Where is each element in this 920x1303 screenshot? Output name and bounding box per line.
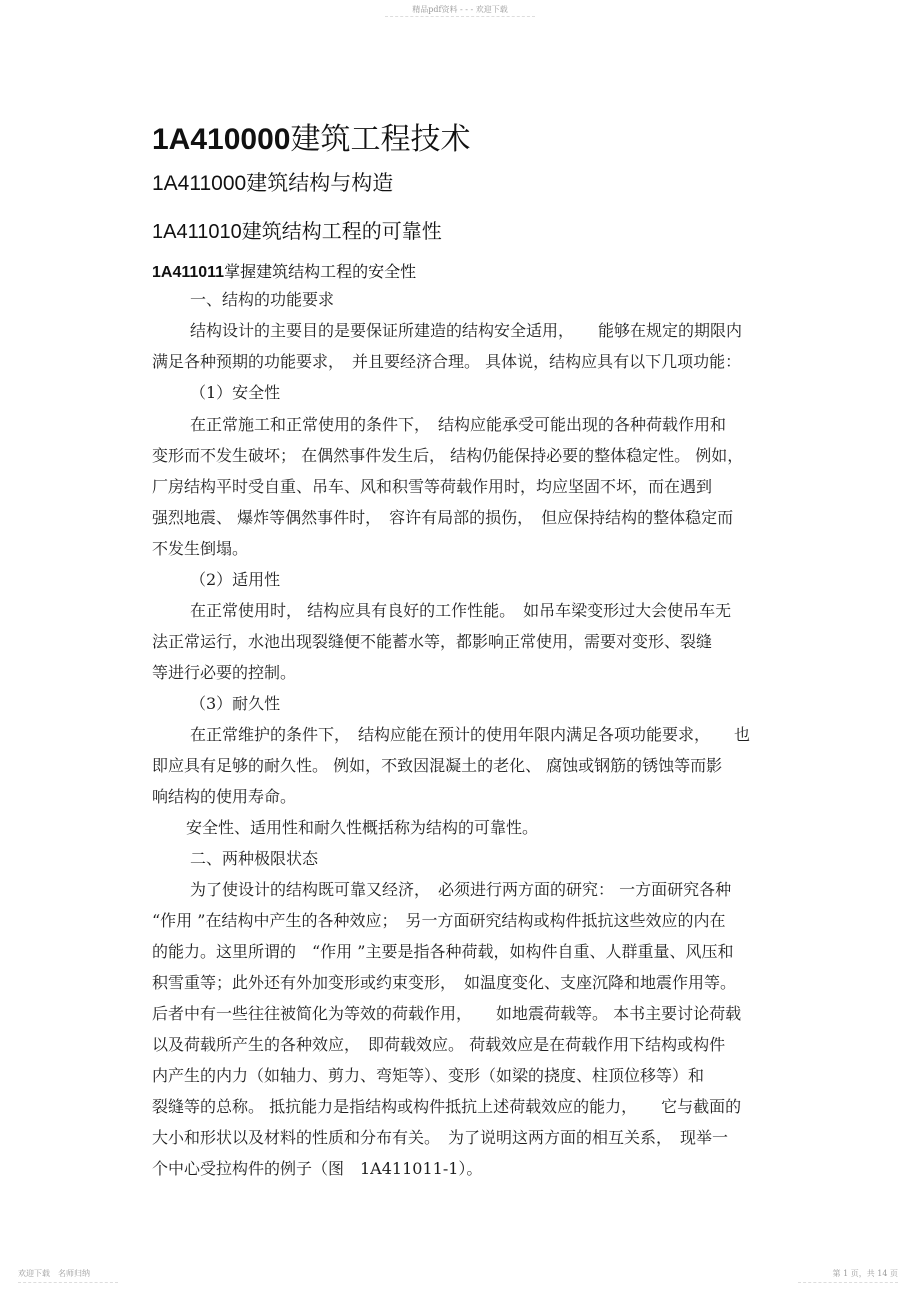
body-line: 在正常使用时， 结构应具有良好的工作性能。 如吊车梁变形过大会使吊车无 (190, 601, 732, 620)
body-line: 大小和形状以及材料的性质和分布有关。 为了说明这两方面的相互关系， 现举一 (152, 1128, 729, 1147)
body-line: 不发生倒塌。 (152, 539, 249, 558)
body-line: 裂缝等的总称。 抵抗能力是指结构或构件抵抗上述荷载效应的能力， 它与截面的 (152, 1097, 742, 1116)
body-line: 结构设计的主要目的是要保证所建造的结构安全适用， 能够在规定的期限内 (190, 321, 743, 340)
body-line: （2）适用性 (190, 570, 281, 589)
page-number: 第 1 页，共 14 页 (832, 1269, 898, 1278)
topic-code: 1A411011 (152, 264, 225, 281)
section-heading: 1A411000建筑结构与构造 (152, 172, 394, 195)
topic-text: 掌握建筑结构工程的安全性 (224, 262, 417, 281)
topic-heading (152, 259, 416, 282)
body-line: 为了使设计的结构既可靠又经济， 必须进行两方面的研究： 一方面研究各种 (190, 880, 732, 899)
document-title (152, 114, 470, 158)
body-line: 强烈地震、 爆炸等偶然事件时， 容许有局部的损伤， 但应保持结构的整体稳定而 (152, 508, 734, 527)
header-banner: 精品pdf资料 - - - 欢迎下载 (412, 5, 508, 14)
title-code: 1A410000 (152, 123, 291, 156)
body-line: 后者中有一些往往被简化为等效的荷载作用， 如地震荷载等。 本书主要讨论荷载 (152, 1004, 742, 1023)
footer-left-text: 欢迎下载 名师归纳 (18, 1269, 90, 1278)
body-line: 一、结构的功能要求 (190, 290, 335, 309)
body-line: 即应具有足够的耐久性。 例如，不致因混凝土的老化、 腐蚀或钢筋的锈蚀等而影 (152, 756, 723, 775)
body-line: 的能力。这里所谓的 “作用 ”主要是指各种荷载，如构件自重、人群重量、风压和 (152, 942, 734, 961)
body-line: （1）安全性 (190, 383, 281, 402)
body-line: 等进行必要的控制。 (152, 663, 297, 682)
body-line: 以及荷载所产生的各种效应， 即荷载效应。 荷载效应是在荷载作用下结构或构件 (152, 1035, 726, 1054)
footer-divider-right (798, 1282, 898, 1283)
body-line: 法正常运行，水池出现裂缝便不能蓄水等，都影响正常使用，需要对变形、裂缝 (152, 632, 713, 651)
body-line: 响结构的使用寿命。 (152, 787, 297, 806)
body-line: 在正常维护的条件下， 结构应能在预计的使用年限内满足各项功能要求， 也 (190, 725, 751, 744)
subsection-heading: 1A411010建筑结构工程的可靠性 (152, 221, 442, 243)
body-line: 变形而不发生破坏； 在偶然事件发生后， 结构仍能保持必要的整体稳定性。 例如， (152, 446, 744, 465)
footer-divider-left (18, 1282, 118, 1283)
body-line: 厂房结构平时受自重、吊车、风和积雪等荷载作用时，均应坚固不坏，而在遇到 (152, 477, 713, 496)
body-line: 满足各种预期的功能要求， 并且要经济合理。 具体说，结构应具有以下几项功能： (152, 352, 742, 371)
body-line: 在正常施工和正常使用的条件下， 结构应能承受可能出现的各种荷载作用和 (190, 415, 727, 434)
body-line: （3）耐久性 (190, 694, 281, 713)
title-text: 建筑工程技术 (290, 123, 471, 156)
body-line: 二、两种极限状态 (190, 849, 319, 868)
body-line: “作用 ”在结构中产生的各种效应； 另一方面研究结构或构件抵抗这些效应的内在 (152, 911, 726, 930)
header-divider (385, 16, 535, 17)
body-line: 内产生的内力（如轴力、剪力、弯矩等）、变形（如梁的挠度、柱顶位移等）和 (152, 1066, 705, 1085)
body-line: 积雪重等；此外还有外加变形或约束变形， 如温度变化、支座沉降和地震作用等。 (152, 973, 737, 992)
body-line: 个中心受拉构件的例子（图 1A411011-1）。 (152, 1159, 483, 1178)
body-line: 安全性、适用性和耐久性概括称为结构的可靠性。 (186, 818, 539, 837)
